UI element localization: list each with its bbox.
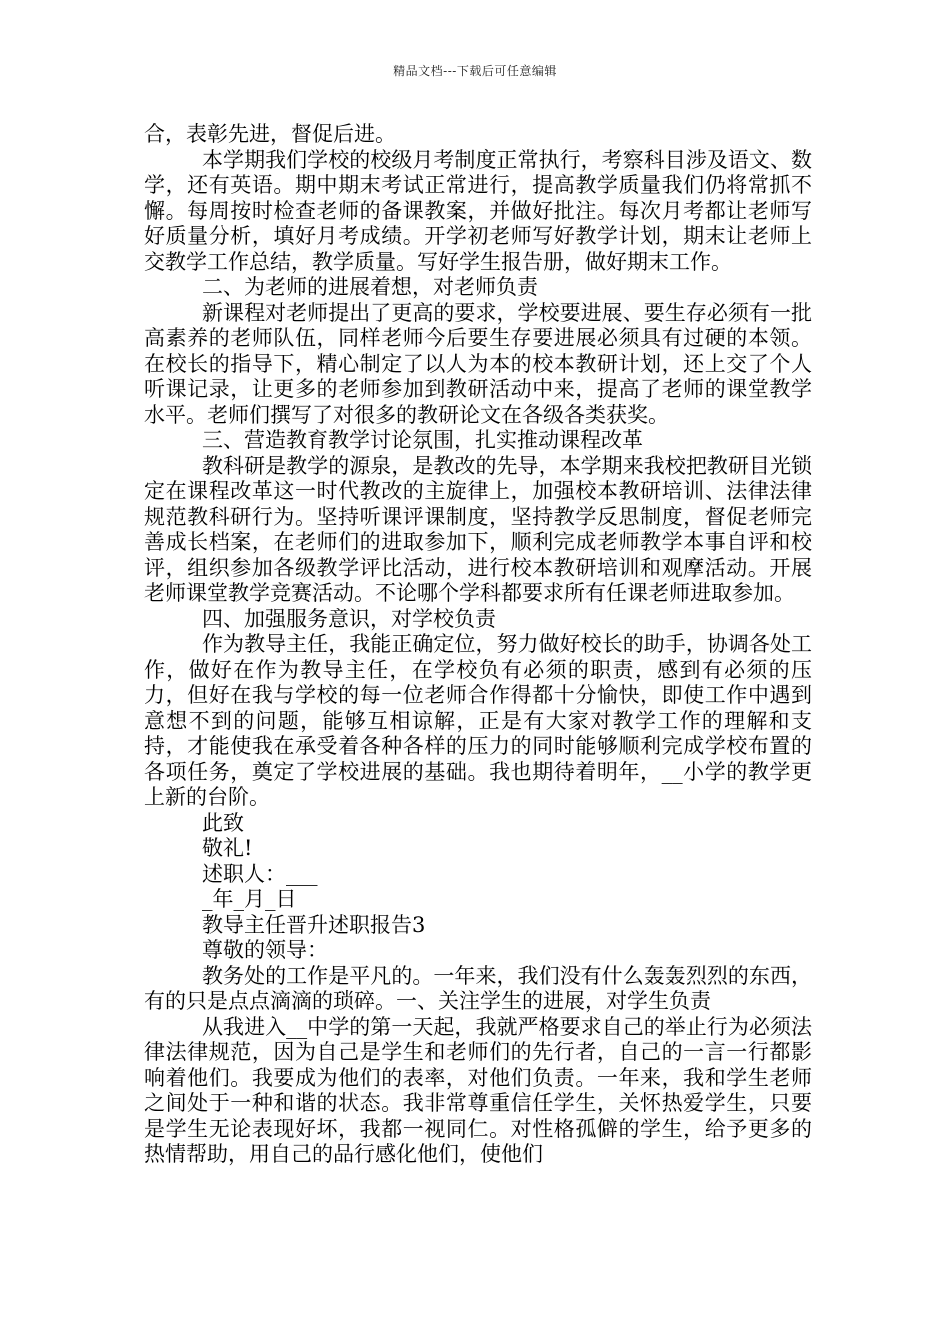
- paragraph: 新课程对老师提出了更高的要求，学校要进展、要生存必须有一批高素养的老师队伍，同样老师今后要生存要进展必须具有过硬的本领。在校长的指导下，精心制定了以人为本的校本教研计划，还上交了个人听课记录，让更多的老师参加到教研活动中来，提高了老师的课堂教学水平。老师们撰写了对很多的教研论文在各级各类获奖。: [144, 300, 812, 427]
- paragraph: 尊敬的领导：: [202, 938, 328, 962]
- document-body: [144, 122, 812, 1168]
- paragraph: 四、加强服务意识，对学校负责: [202, 606, 496, 631]
- paragraph: 述职人：___: [202, 861, 318, 886]
- paragraph: 教导主任晋升述职报告3: [202, 912, 426, 937]
- paragraph: 作为教导主任，我能正确定位，努力做好校长的助手，协调各处工作，做好在作为教导主任，在学校负有必须的职责，感到有必须的压力，但好在我与学校的每一位老师合作得都十分愉快，即使工作中遇到意想不到的问题，能够互相谅解，正是有大家对教学工作的理解和支持，才能使我在承受着各种各样的压力的同时能够顺利完成学校布置的各项任务，奠定了学校进展的基础。我也期待着明年，__小学的教学更上新的台阶。: [144, 632, 812, 809]
- paragraph: 本学期我们学校的校级月考制度正常执行，考察科目涉及语文、数学，还有英语。期中期末考试正常进行，提高教学质量我们仍将常抓不懈。每周按时检查老师的备课教案，并做好批注。每次月考都让老师写好质量分析，填好月考成绩。开学初老师写好教学计划，期末让老师上交教学工作总结，教学质量。写好学生报告册，做好期末工作。: [144, 147, 812, 274]
- paragraph: 敬礼!: [202, 836, 253, 860]
- paragraph: 此致: [202, 810, 244, 835]
- page-header: 精品文档---下载后可任意编辑: [393, 64, 557, 78]
- paragraph: 三、营造教育教学讨论氛围，扎实推动课程改革: [202, 428, 643, 452]
- paragraph: 从我进入__中学的第一天起，我就严格要求自己的举止行为必须法律法律规范，因为自己是学生和老师们的先行者，自己的一言一行都影响着他们。我要成为他们的表率，对他们负责。一年来，我和学生老师之间处于一种和谐的状态。我非常尊重信任学生，关怀热爱学生，只要是学生无论表现好坏，我都一视同仁。对性格孤僻的学生，给予更多的热情帮助，用自己的品行感化他们，使他们: [144, 1014, 812, 1166]
- paragraph: 合，表彰先进，督促后进。: [144, 122, 396, 146]
- paragraph: 教务处的工作是平凡的。一年来，我们没有什么轰轰烈烈的东西，有的只是点点滴滴的琐碎。一、关注学生的进展，对学生负责: [144, 963, 812, 1013]
- paragraph: 二、为老师的进展着想，对老师负责: [202, 275, 538, 299]
- paragraph: _年_月_日: [202, 887, 297, 911]
- paragraph: 教科研是教学的源泉，是教改的先导，本学期来我校把教研目光锁定在课程改革这一时代教改的主旋律上，加强校本教研培训、法律法律规范教科研行为。坚持听课评课制度，坚持教学反思制度，督促老师完善成长档案，在老师们的进取参加下，顺利完成老师教学本事自评和校评，组织参加各级教学评比活动，进行校本教研培训和观摩活动。开展老师课堂教学竞赛活动。不论哪个学科都要求所有任课老师进取参加。: [144, 453, 812, 605]
